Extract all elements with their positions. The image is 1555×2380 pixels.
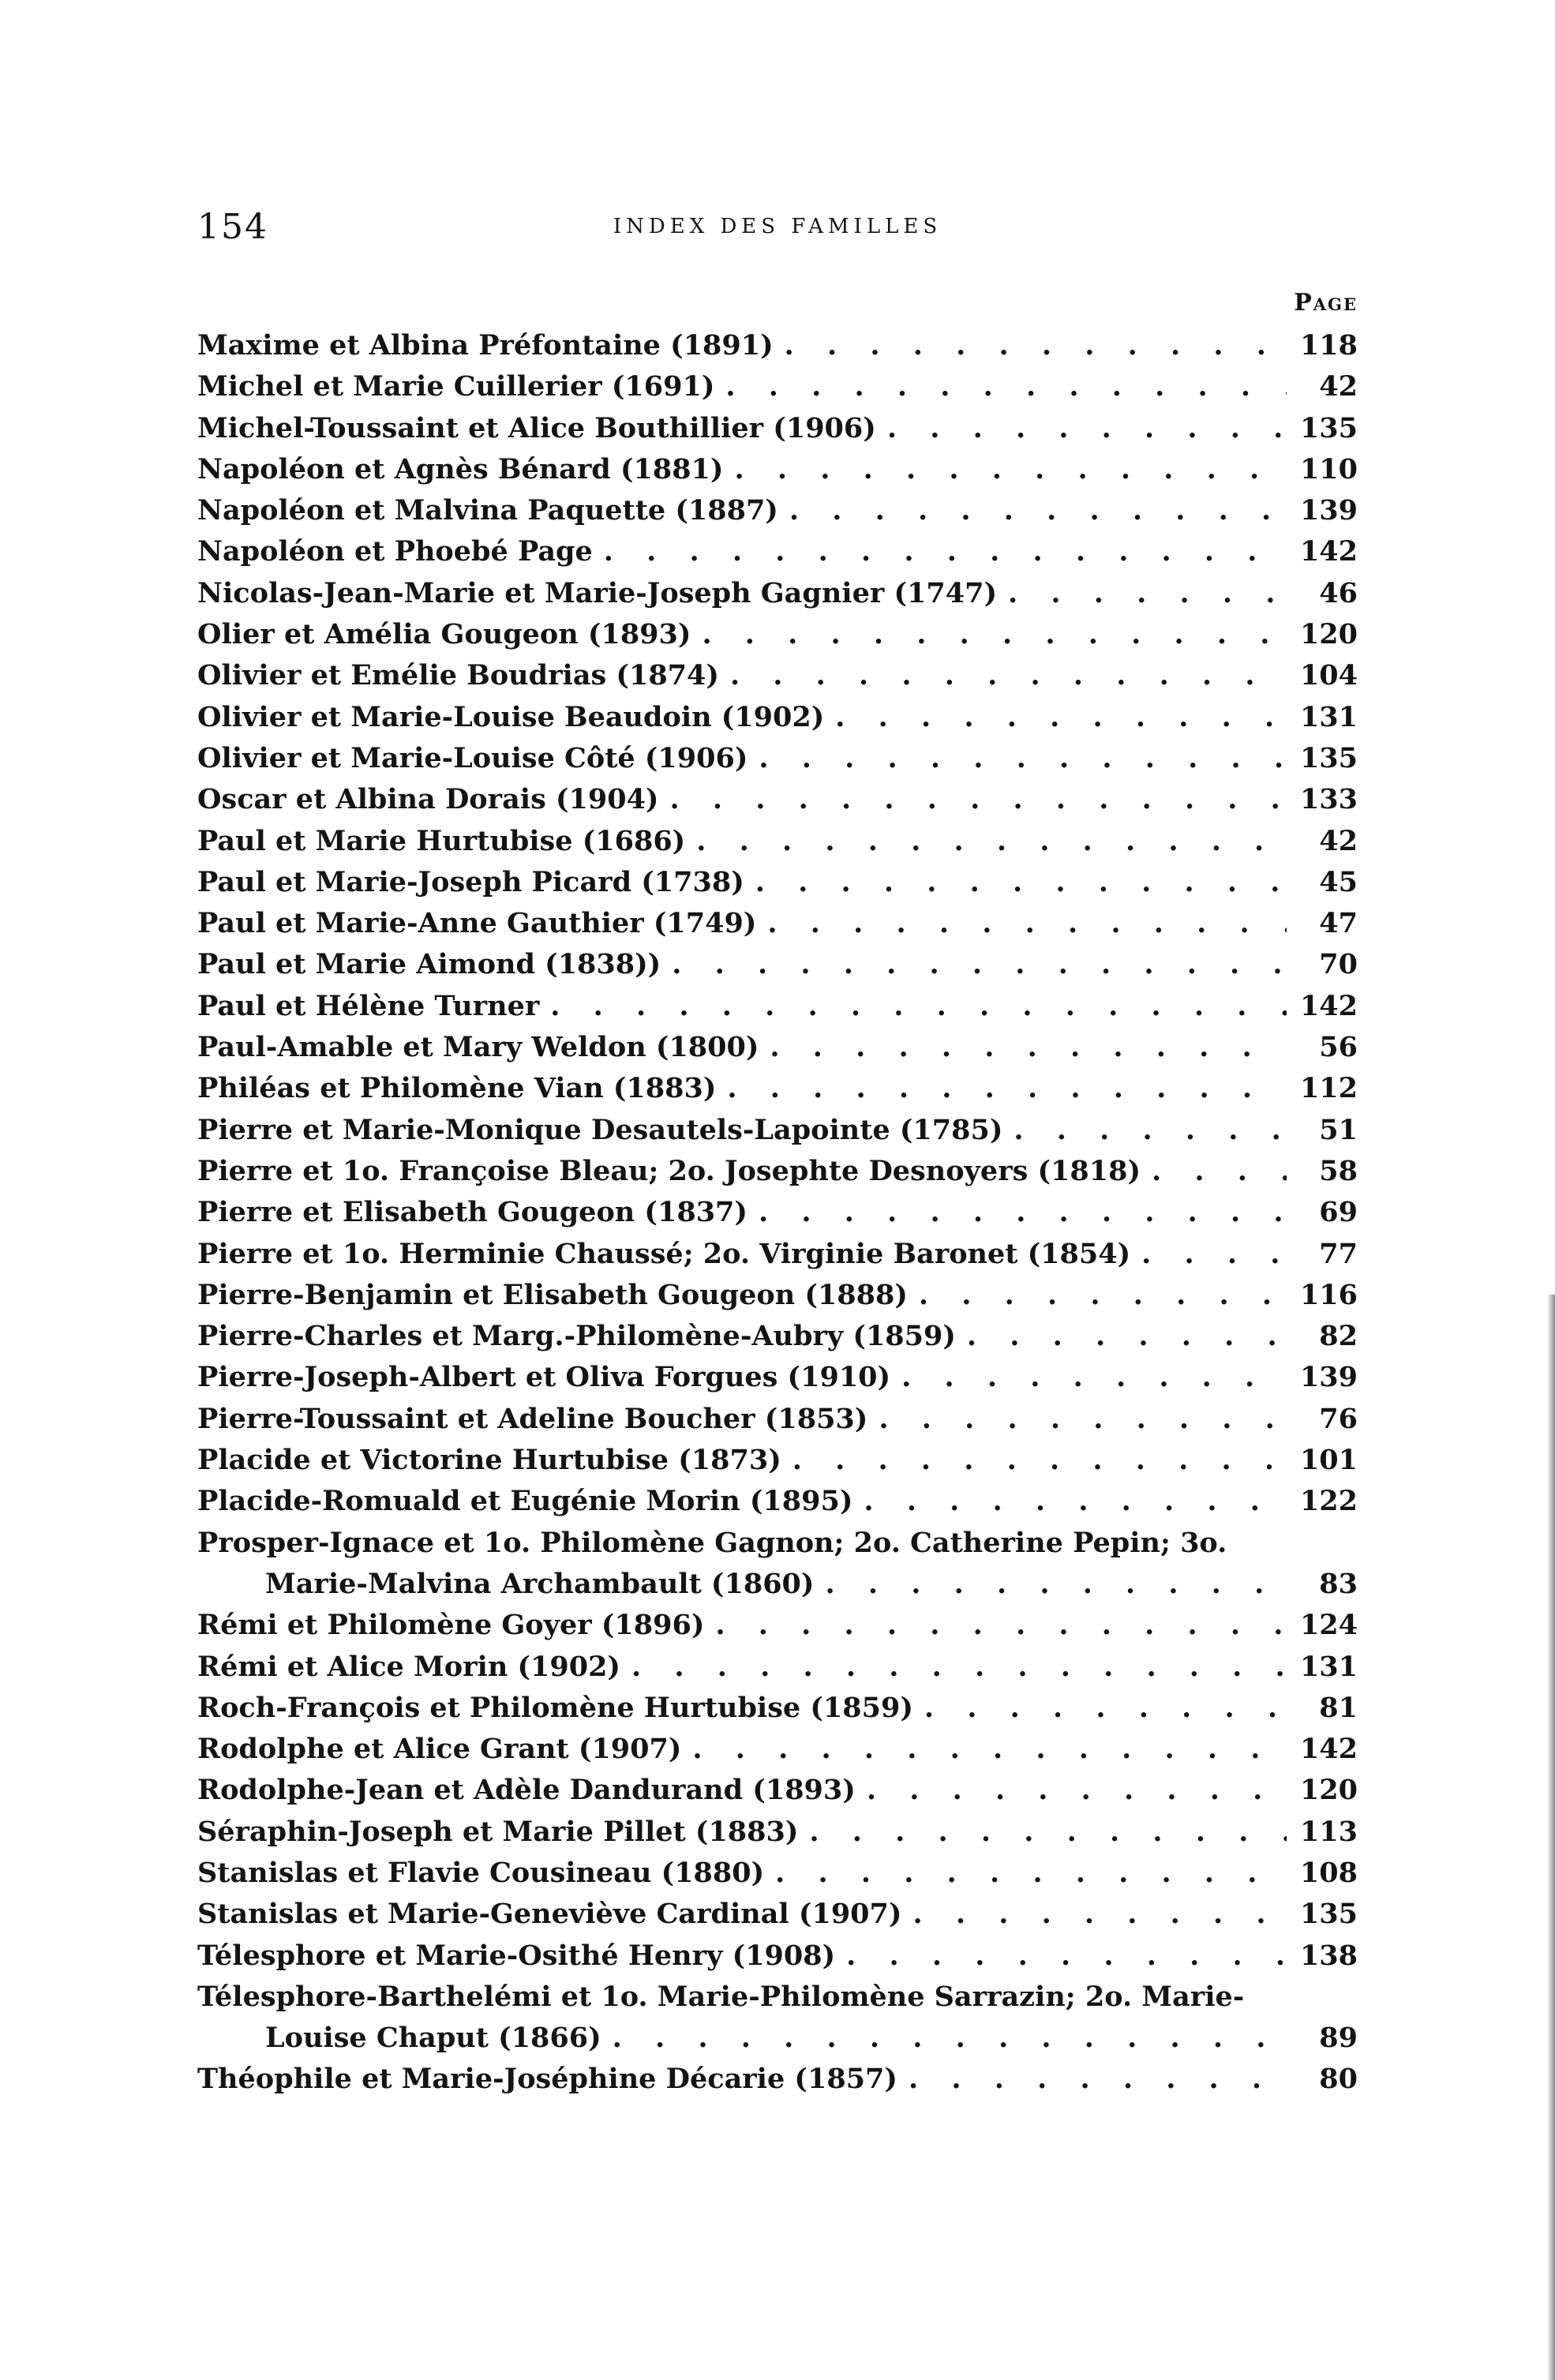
index-entry — [197, 655, 1358, 696]
entry-name: Paul et Hélène Turner — [197, 989, 540, 1022]
entry-page-number: 83 — [1319, 1567, 1358, 1600]
entry-page-number: 46 — [1319, 576, 1358, 609]
entry-name: Rémi et Alice Morin (1902) — [197, 1650, 620, 1683]
index-entry — [197, 1936, 1358, 1977]
dot-leader — [1152, 1151, 1287, 1192]
entry-name: Stanislas et Flavie Cousineau (1880) — [197, 1856, 765, 1889]
index-entry — [197, 1151, 1358, 1192]
dot-leader — [613, 2018, 1287, 2059]
entry-page-number: 142 — [1299, 1733, 1358, 1766]
entry-name: Paul et Marie Hurtubise (1686) — [197, 824, 686, 857]
entry-page-number: 135 — [1299, 741, 1358, 774]
dot-leader — [1008, 573, 1287, 614]
entry-name: Pierre-Toussaint et Adeline Boucher (1853) — [197, 1402, 868, 1435]
entry-page-number: 118 — [1299, 329, 1358, 362]
entry-name: Télesphore-Barthelémi et 1o. Marie-Philomène Sarrazin; 2o. Marie- — [197, 1980, 1245, 2013]
entry-name: Pierre-Joseph-Albert et Oliva Forgues (1910) — [197, 1361, 891, 1394]
index-entry — [197, 1770, 1358, 1811]
entry-name: Nicolas-Jean-Marie et Marie-Joseph Gagnier (1747) — [197, 576, 998, 609]
entry-name: Pierre-Benjamin et Elisabeth Gougeon (1888) — [197, 1278, 908, 1311]
entry-page-number: 45 — [1319, 865, 1358, 898]
index-entry — [197, 1110, 1358, 1151]
entry-page-number: 131 — [1299, 1650, 1358, 1683]
dot-leader — [846, 1936, 1287, 1977]
entry-page-number: 77 — [1319, 1237, 1358, 1270]
dot-leader — [730, 655, 1287, 696]
index-entry — [197, 1647, 1358, 1688]
dot-leader — [550, 986, 1287, 1027]
index-entry — [197, 1234, 1358, 1275]
dot-leader — [887, 408, 1287, 449]
dot-leader — [725, 366, 1287, 407]
dot-leader — [924, 1688, 1287, 1729]
entry-name: Paul et Marie-Joseph Picard (1738) — [197, 865, 744, 898]
running-head — [197, 207, 1358, 254]
dot-leader — [702, 614, 1287, 655]
index-entry — [197, 1853, 1358, 1894]
index-entry — [197, 1192, 1358, 1233]
entry-continuation-line — [197, 2018, 1358, 2059]
entry-name-continuation: Marie-Malvina Archambault (1860) — [265, 1567, 815, 1600]
entry-name: Stanislas et Marie-Geneviève Cardinal (1907) — [197, 1898, 902, 1931]
index-entry — [197, 2059, 1358, 2100]
entry-name: Pierre et 1o. Herminie Chaussé; 2o. Virginie Baronet (1854) — [197, 1237, 1131, 1270]
index-entry — [197, 1894, 1358, 1935]
entry-page-number: 142 — [1299, 535, 1358, 568]
entry-page-number: 142 — [1299, 989, 1358, 1022]
dot-leader — [901, 1357, 1287, 1398]
entry-page-number: 104 — [1299, 659, 1358, 692]
index-entry — [197, 1481, 1358, 1522]
index-entry — [197, 738, 1358, 779]
entry-page-number: 133 — [1299, 783, 1358, 816]
entry-name-continuation: Louise Chaput (1866) — [265, 2022, 601, 2055]
entry-name: Rémi et Philomène Goyer (1896) — [197, 1609, 705, 1642]
entry-name: Pierre-Charles et Marg.-Philomène-Aubry (1859) — [197, 1320, 956, 1353]
dot-leader — [825, 1564, 1287, 1605]
dot-leader — [755, 862, 1287, 903]
index-entry — [197, 1523, 1358, 1606]
entry-name: Prosper-Ignace et 1o. Philomène Gagnon; 2o. Catherine Pepin; 3o. — [197, 1526, 1227, 1559]
entry-page-number: 56 — [1319, 1031, 1358, 1064]
index-entry — [197, 325, 1358, 366]
page-column-label: Page — [1294, 289, 1358, 317]
entry-page-number: 80 — [1319, 2063, 1358, 2096]
dot-leader — [867, 1770, 1287, 1811]
entry-name: Napoléon et Malvina Paquette (1887) — [197, 494, 778, 527]
index-entry — [197, 1316, 1358, 1357]
index-entry — [197, 1027, 1358, 1068]
index-page — [197, 207, 1358, 2101]
entry-page-number: 47 — [1319, 907, 1358, 940]
dot-leader — [789, 490, 1287, 531]
scan-edge-shadow — [1547, 1295, 1555, 2380]
dot-leader — [715, 1605, 1287, 1646]
entry-name: Olier et Amélia Gougeon (1893) — [197, 618, 691, 651]
entry-page-number: 42 — [1319, 370, 1358, 403]
index-entry — [197, 1688, 1358, 1729]
entry-page-number: 138 — [1299, 1939, 1358, 1972]
entry-page-number: 120 — [1299, 1774, 1358, 1807]
page-number: 154 — [197, 207, 268, 247]
entry-name: Pierre et Elisabeth Gougeon (1837) — [197, 1196, 748, 1229]
index-entries — [197, 325, 1358, 2101]
index-entry — [197, 408, 1358, 449]
entry-name: Rodolphe-Jean et Adèle Dandurand (1893) — [197, 1774, 856, 1807]
dot-leader — [735, 449, 1287, 490]
dot-leader — [604, 531, 1287, 572]
index-entry — [197, 614, 1358, 655]
entry-name: Maxime et Albina Préfontaine (1891) — [197, 329, 774, 362]
dot-leader — [967, 1316, 1287, 1357]
index-entry — [197, 449, 1358, 490]
dot-leader — [864, 1481, 1287, 1522]
entry-name: Napoléon et Agnès Bénard (1881) — [197, 452, 724, 485]
entry-name: Télesphore et Marie-Osithé Henry (1908) — [197, 1939, 836, 1972]
index-entry — [197, 862, 1358, 903]
entry-page-number: 69 — [1319, 1196, 1358, 1229]
entry-name: Placide et Victorine Hurtubise (1873) — [197, 1444, 781, 1477]
index-entry — [197, 1440, 1358, 1481]
dot-leader — [767, 903, 1287, 944]
entry-page-number: 42 — [1319, 824, 1358, 857]
entry-page-number: 110 — [1299, 452, 1358, 485]
dot-leader — [727, 1068, 1287, 1109]
index-entry — [197, 1729, 1358, 1770]
entry-name: Oscar et Albina Dorais (1904) — [197, 783, 659, 816]
entry-page-number: 82 — [1319, 1320, 1358, 1353]
dot-leader — [631, 1647, 1287, 1688]
entry-page-number: 89 — [1319, 2022, 1358, 2055]
dot-leader — [759, 1192, 1287, 1233]
index-entry — [197, 366, 1358, 407]
entry-page-number: 112 — [1299, 1072, 1358, 1105]
entry-name: Paul et Marie Aimond (1838)) — [197, 948, 661, 981]
entry-name: Napoléon et Phoebé Page — [197, 535, 593, 568]
entry-page-number: 116 — [1299, 1278, 1358, 1311]
dot-leader — [759, 738, 1287, 779]
entry-name: Philéas et Philomène Vian (1883) — [197, 1072, 717, 1105]
dot-leader — [835, 697, 1287, 738]
index-entry — [197, 986, 1358, 1027]
index-entry — [197, 1977, 1358, 2060]
index-entry — [197, 1068, 1358, 1109]
dot-leader — [692, 1729, 1287, 1770]
index-entry — [197, 531, 1358, 572]
index-entry — [197, 1275, 1358, 1316]
entry-page-number: 120 — [1299, 618, 1358, 651]
dot-leader — [1141, 1234, 1287, 1275]
index-entry — [197, 903, 1358, 944]
dot-leader — [672, 944, 1287, 985]
entry-page-number: 76 — [1319, 1402, 1358, 1435]
dot-leader — [775, 1853, 1287, 1894]
index-entry — [197, 490, 1358, 531]
entry-page-number: 108 — [1299, 1856, 1358, 1889]
entry-name: Olivier et Marie-Louise Côté (1906) — [197, 741, 748, 774]
dot-leader — [879, 1399, 1287, 1440]
entry-continuation-line — [197, 1564, 1358, 1605]
entry-name: Paul et Marie-Anne Gauthier (1749) — [197, 907, 757, 940]
entry-page-number: 135 — [1299, 1898, 1358, 1931]
index-entry — [197, 1605, 1358, 1646]
dot-leader — [792, 1440, 1287, 1481]
entry-name: Roch-François et Philomène Hurtubise (1859) — [197, 1691, 913, 1724]
entry-page-number: 113 — [1299, 1815, 1358, 1848]
index-entry — [197, 573, 1358, 614]
entry-page-number: 58 — [1319, 1154, 1358, 1187]
entry-page-number: 81 — [1319, 1691, 1358, 1724]
entry-name: Théophile et Marie-Joséphine Décarie (1857) — [197, 2063, 897, 2096]
dot-leader — [696, 821, 1287, 862]
index-entry — [197, 821, 1358, 862]
index-entry — [197, 1357, 1358, 1398]
entry-page-number: 101 — [1299, 1444, 1358, 1477]
entry-name: Pierre et 1o. Françoise Bleau; 2o. Josephte Desnoyers (1818) — [197, 1154, 1141, 1187]
dot-leader — [809, 1812, 1287, 1853]
dot-leader — [670, 779, 1287, 820]
dot-leader — [919, 1275, 1287, 1316]
entry-name: Rodolphe et Alice Grant (1907) — [197, 1733, 682, 1766]
dot-leader — [912, 1894, 1287, 1935]
index-entry — [197, 779, 1358, 820]
entry-page-number: 122 — [1299, 1485, 1358, 1518]
entry-page-number: 51 — [1319, 1113, 1358, 1146]
entry-name: Paul-Amable et Mary Weldon (1800) — [197, 1031, 759, 1064]
dot-leader — [1014, 1110, 1287, 1151]
running-title: INDEX DES FAMILLES — [613, 215, 942, 238]
entry-name: Olivier et Marie-Louise Beaudoin (1902) — [197, 700, 825, 733]
index-entry — [197, 697, 1358, 738]
index-entry — [197, 1399, 1358, 1440]
entry-page-number: 135 — [1299, 411, 1358, 444]
entry-page-number: 70 — [1319, 948, 1358, 981]
entry-name: Michel-Toussaint et Alice Bouthillier (1906) — [197, 411, 876, 444]
entry-page-number: 131 — [1299, 700, 1358, 733]
entry-name: Placide-Romuald et Eugénie Morin (1895) — [197, 1485, 853, 1518]
entry-page-number: 139 — [1299, 494, 1358, 527]
entry-name: Olivier et Emélie Boudrias (1874) — [197, 659, 719, 692]
dot-leader — [785, 325, 1287, 366]
entry-page-number: 124 — [1299, 1609, 1358, 1642]
dot-leader — [770, 1027, 1287, 1068]
index-entry — [197, 1812, 1358, 1853]
dot-leader — [909, 2059, 1287, 2100]
entry-name: Michel et Marie Cuillerier (1691) — [197, 370, 715, 403]
entry-name: Pierre et Marie-Monique Desautels-Lapointe (1785) — [197, 1113, 1003, 1146]
index-entry — [197, 944, 1358, 985]
entry-page-number: 139 — [1299, 1361, 1358, 1394]
entry-name: Séraphin-Joseph et Marie Pillet (1883) — [197, 1815, 799, 1848]
